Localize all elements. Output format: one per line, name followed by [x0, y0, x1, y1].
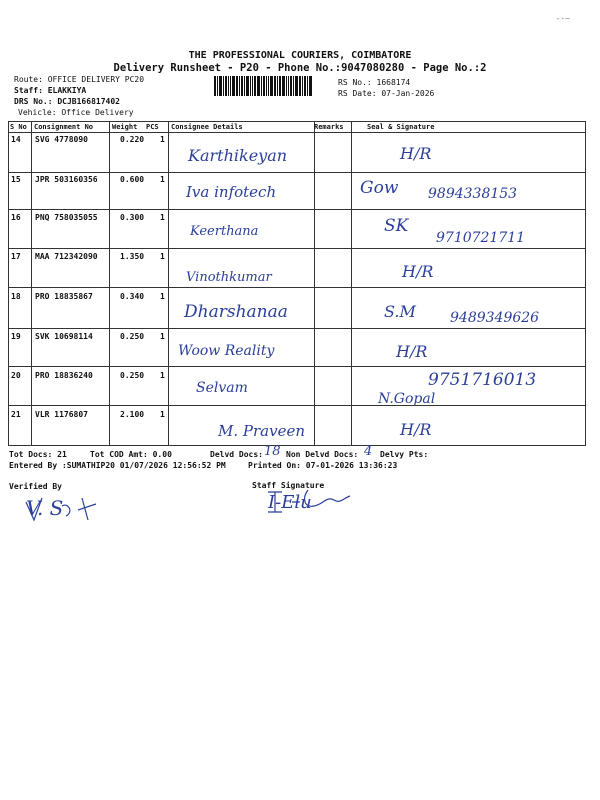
drs-number: DRS No.: DCJB166817402 — [14, 97, 120, 106]
row-16-phone: 9710721711 — [436, 230, 526, 246]
col-pcs: PCS — [146, 123, 159, 131]
row-14-consignment: SVG 4778090 — [35, 135, 88, 144]
staff-signature: I-Elu — [268, 492, 312, 513]
barcode-image — [214, 76, 334, 96]
row-15-pcs: 1 — [160, 175, 165, 184]
row-20-sno: 20 — [11, 371, 21, 380]
verified-signature: V. S — [26, 496, 64, 520]
vehicle-label: Vehicle: Office Delivery — [18, 108, 134, 117]
row-15-consignment: JPR 503160356 — [35, 175, 98, 184]
row-16-sno: 16 — [11, 213, 21, 222]
col-consignee: Consignee Details — [171, 123, 243, 131]
row-14-sno: 14 — [11, 135, 21, 144]
row-18-pcs: 1 — [160, 292, 165, 301]
row-20-pcs: 1 — [160, 371, 165, 380]
total-cod-amount: Tot COD Amt: 0.00 — [90, 450, 172, 459]
route-label: Route: OFFICE DELIVERY PC20 — [14, 75, 145, 84]
row-21-consignee: M. Praveen — [218, 422, 305, 440]
staff-signature-stroke — [264, 484, 354, 520]
row-20-phone: 9751716013 — [428, 370, 537, 390]
row-18-sno: 18 — [11, 292, 21, 301]
row-18-consignee: Dharshanaa — [184, 302, 288, 322]
row-18-signature: S.M — [384, 302, 416, 321]
company-title: THE PROFESSIONAL COURIERS, COIMBATORE — [188, 50, 412, 61]
verified-signature-stroke — [22, 492, 112, 528]
row-14-consignee: Karthikeyan — [188, 146, 288, 165]
row-19-consignee: Woow Reality — [178, 343, 275, 359]
staff-signature-label: Staff Signature — [252, 481, 325, 490]
col-consignment: Consignment No — [34, 123, 94, 131]
total-docs: Tot Docs: 21 — [9, 450, 67, 459]
row-17-sno: 17 — [11, 252, 21, 261]
delivered-docs-label: Delvd Docs: — [210, 450, 263, 459]
row-17-signature: H/R — [402, 262, 434, 281]
row-14-pcs: 1 — [160, 135, 165, 144]
row-20-consignee: Selvam — [196, 380, 248, 396]
row-19-sno: 19 — [11, 332, 21, 341]
row-17-pcs: 1 — [160, 252, 165, 261]
non-delivered-docs-label: Non Delvd Docs: — [286, 450, 359, 459]
verified-by-label: Verified By — [9, 482, 62, 491]
row-21-sno: 21 — [11, 410, 21, 419]
row-18-consignment: PRO 18835867 — [35, 292, 93, 301]
row-19-pcs: 1 — [160, 332, 165, 341]
row-19-consignment: SVK 10698114 — [35, 332, 93, 341]
non-delivered-docs-count: 4 — [364, 444, 373, 459]
row-21-signature: H/R — [400, 420, 432, 439]
row-20-signature: N.Gopal — [378, 391, 436, 407]
row-16-consignment: PNQ 758035055 — [35, 213, 98, 222]
printed-on: Printed On: 07-01-2026 13:36:23 — [248, 461, 398, 470]
row-19-signature: H/R — [396, 342, 428, 361]
col-signature: Seal & Signature — [367, 123, 435, 131]
row-17-consignment: MAA 712342090 — [35, 252, 98, 261]
corner-mark: -·~ — [555, 14, 570, 23]
col-weight: Weight — [112, 123, 138, 131]
delivered-docs-count: 18 — [264, 444, 281, 459]
row-20-weight: 0.250 — [120, 371, 145, 380]
col-remarks: Remarks — [314, 123, 344, 131]
row-15-consignee: Iva infotech — [186, 183, 277, 201]
row-16-consignee: Keerthana — [190, 224, 259, 239]
row-15-phone: 9894338153 — [428, 186, 518, 202]
row-15-signature: Gow — [360, 178, 399, 198]
col-sno: S No — [10, 123, 27, 131]
entered-by: Entered By :SUMATHIP20 01/07/2026 12:56:52 PM — [9, 461, 226, 470]
row-16-pcs: 1 — [160, 213, 165, 222]
row-15-weight: 0.600 — [120, 175, 145, 184]
row-14-signature: H/R — [400, 144, 432, 163]
rs-date: RS Date: 07-Jan-2026 — [338, 89, 435, 98]
runsheet-title: Delivery Runsheet - P20 - Phone No.:9047080280 - Page No.:2 — [113, 62, 487, 74]
row-14-weight: 0.220 — [120, 135, 145, 144]
row-15-sno: 15 — [11, 175, 21, 184]
row-20-consignment: PRO 18836240 — [35, 371, 93, 380]
row-21-weight: 2.100 — [120, 410, 145, 419]
rs-number: RS No.: 1668174 — [338, 78, 411, 87]
row-21-consignment: VLR 1176807 — [35, 410, 88, 419]
row-21-pcs: 1 — [160, 410, 165, 419]
row-17-consignee: Vinothkumar — [186, 270, 272, 285]
row-19-weight: 0.250 — [120, 332, 145, 341]
delivery-points-label: Delvy Pts: — [380, 450, 429, 459]
row-16-signature: SK — [384, 216, 409, 236]
row-17-weight: 1.350 — [120, 252, 145, 261]
row-18-weight: 0.340 — [120, 292, 145, 301]
row-16-weight: 0.300 — [120, 213, 145, 222]
staff-label: Staff: ELAKKIYA — [14, 86, 87, 95]
row-18-phone: 9489349626 — [450, 310, 540, 326]
